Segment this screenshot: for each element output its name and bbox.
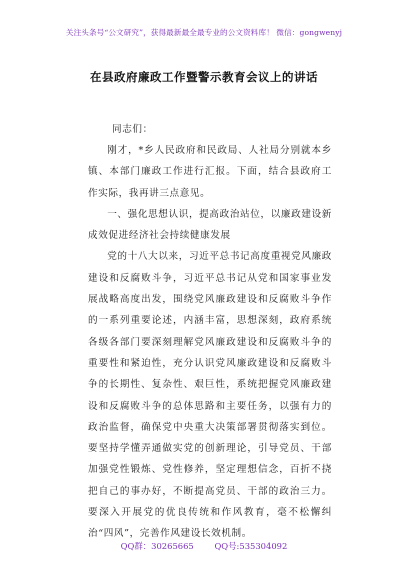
paragraph-opening: 刚才，*乡人民政府和民政局、人社局分别就本乡镇、本部门廉政工作进行汇报。下面，结合县政府工作实际，我再讲三点意见。 [88, 145, 332, 199]
footer-contact [0, 540, 408, 552]
body-text [88, 140, 332, 545]
paragraph-body: 党的十八大以来，习近平总书记高度重视党风廉政建设和反腐败斗争，习近平总书记从党和国家事业发展战略高度出发，围绕党风廉政建设和反腐败斗争作的一系列重要论述，内涵丰富，思想深刻，政府系统各级各部门要深刻理解党风廉政建设和反腐败斗争的重要性和紧迫性，充分认识党风廉政建设和反腐败斗争的长期性、复杂性、艰巨性，系统把握党风廉政建设和反腐败斗争的总体思路和主要任务，以强有力的政治监督，确保党中央重大决策部署贯彻落实到位。要坚持学懂弄通做实党的创新理论，引导党员、干部加强党性锻炼、党性修养，坚定理想信念，百折不挠把自己的事办好，不断提高党员、干部的政治三力。要深入开展党的优良传统和作风教育，毫不松懈纠治“四风”，完善作风建设长效机制。 [88, 251, 332, 540]
paragraph-section-heading: 一、强化思想认识，提高政治站位，以廉政建设新成效促进经济社会持续健康发展 [88, 208, 332, 242]
salutation: 同志们： [112, 124, 153, 135]
footer-qq-group: QQ群：30265665 [120, 541, 194, 551]
footer-qq: QQ号:535304092 [214, 541, 288, 551]
header-promo-note: 关注头条号“公文研究”，获得最新最全最专业的公文资料库！ 微信：gongwenyj [65, 28, 343, 37]
document-title: 在县政府廉政工作暨警示教育会议上的讲话 [90, 70, 318, 84]
